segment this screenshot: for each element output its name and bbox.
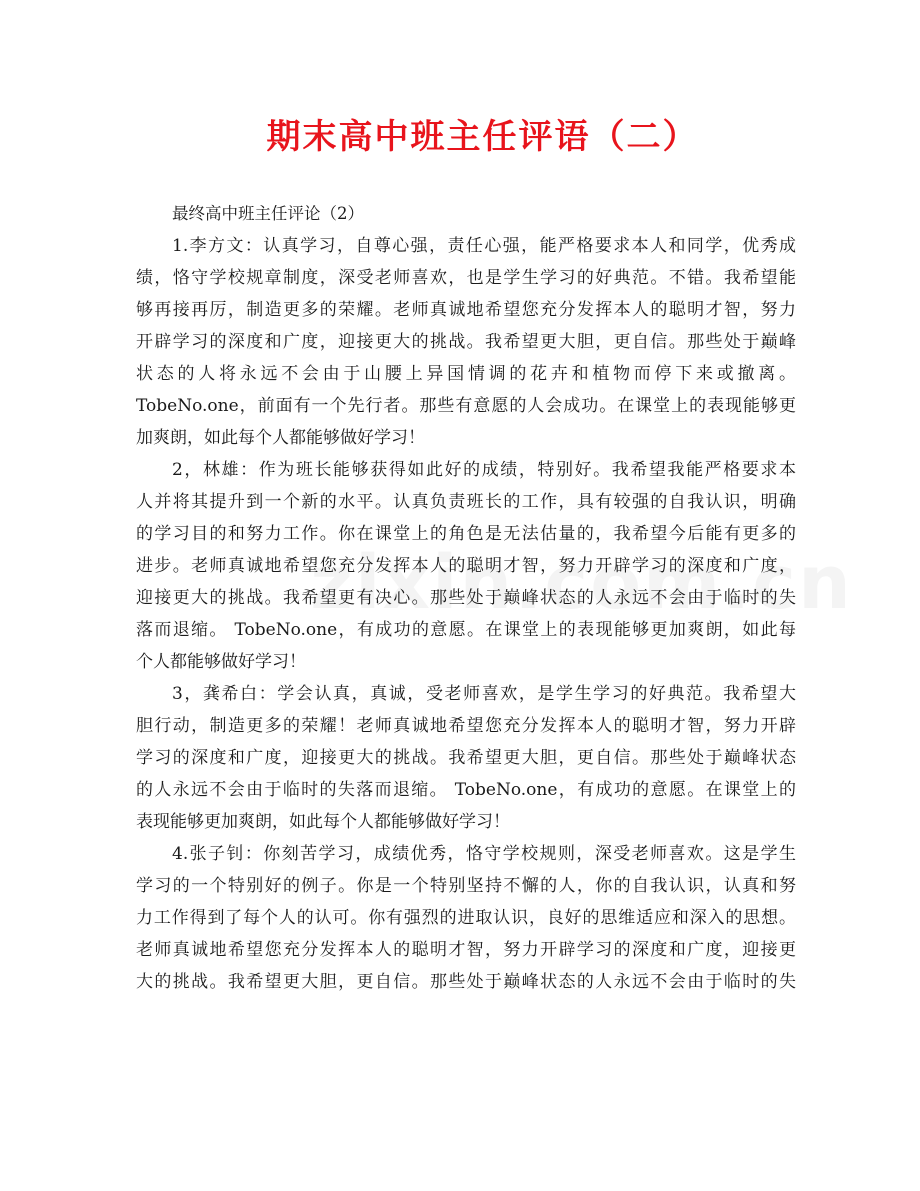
paragraph-line: 3，龚希白：学会认真，真诚，受老师喜欢，是学生学习的好典范。我希望大 (172, 684, 796, 704)
paragraph-line: 个人都能够做好学习！ (136, 652, 306, 672)
paragraph-line: 进步。老师真诚地希望您充分发挥本人的聪明才智，努力开辟学习的深度和广度， (136, 556, 796, 576)
document-body (136, 198, 796, 998)
paragraph-line: 1.李方文：认真学习，自尊心强，责任心强，能严格要求本人和同学，优秀成 (172, 236, 796, 256)
paragraph-line: 的人永远不会由于临时的失落而退缩。 TobeNo.one，有成功的意愿。在课堂上的 (136, 780, 796, 800)
paragraph-comment-2 (136, 454, 796, 678)
paragraph-line: 胆行动，制造更多的荣耀！老师真诚地希望您充分发挥本人的聪明才智，努力开辟 (136, 716, 796, 736)
document-subtitle: 最终高中班主任评论（2） (172, 204, 364, 223)
paragraph-line: 落而退缩。 TobeNo.one，有成功的意愿。在课堂上的表现能够更加爽朗，如此每 (136, 620, 796, 640)
paragraph-line: 学习的一个特别好的例子。你是一个特别坚持不懈的人，你的自我认识，认真和努 (136, 876, 796, 896)
paragraph-line: 大的挑战。我希望更大胆，更自信。那些处于巅峰状态的人永远不会由于临时的失 (136, 972, 796, 992)
paragraph-line: 加爽朗，如此每个人都能够做好学习！ (136, 428, 425, 448)
paragraph-line: 状态的人将永远不会由于山腰上异国情调的花卉和植物而停下来或撤离。 (136, 364, 796, 384)
paragraph-line: 老师真诚地希望您充分发挥本人的聪明才智，努力开辟学习的深度和广度，迎接更 (136, 940, 796, 960)
paragraph-line: 2，林雄：作为班长能够获得如此好的成绩，特别好。我希望我能严格要求本 (172, 460, 796, 480)
paragraph-line: 力工作得到了每个人的认可。你有强烈的进取认识，良好的思维适应和深入的思想。 (136, 908, 796, 928)
paragraph-line: 绩，恪守学校规章制度，深受老师喜欢，也是学生学习的好典范。不错。我希望能 (136, 268, 796, 288)
paragraph-line: 学习的深度和广度，迎接更大的挑战。我希望更大胆，更自信。那些处于巅峰状态 (136, 748, 796, 768)
paragraph-comment-1 (136, 230, 796, 454)
paragraph-line: 4.张子钊：你刻苦学习，成绩优秀，恪守学校规则，深受老师喜欢。这是学生 (172, 844, 796, 864)
paragraph-line: 的学习目的和努力工作。你在课堂上的角色是无法估量的，我希望今后能有更多的 (136, 524, 796, 544)
paragraph-line: 开辟学习的深度和广度，迎接更大的挑战。我希望更大胆，更自信。那些处于巅峰 (136, 332, 796, 352)
document-title: 期末高中班主任评语（二） (266, 117, 699, 157)
paragraph-line: 迎接更大的挑战。我希望更有决心。那些处于巅峰状态的人永远不会由于临时的失 (136, 588, 796, 608)
paragraph-line: 人并将其提升到一个新的水平。认真负责班长的工作，具有较强的自我认识，明确 (136, 492, 796, 512)
paragraph-line: 表现能够更加爽朗，如此每个人都能够做好学习！ (136, 812, 510, 832)
paragraph-comment-3 (136, 678, 796, 838)
paragraph-comment-4 (136, 838, 796, 998)
paragraph-line: TobeNo.one，前面有一个先行者。那些有意愿的人会成功。在课堂上的表现能够更 (136, 396, 796, 416)
paragraph-line: 够再接再厉，制造更多的荣耀。老师真诚地希望您充分发挥本人的聪明才智，努力 (136, 300, 796, 320)
